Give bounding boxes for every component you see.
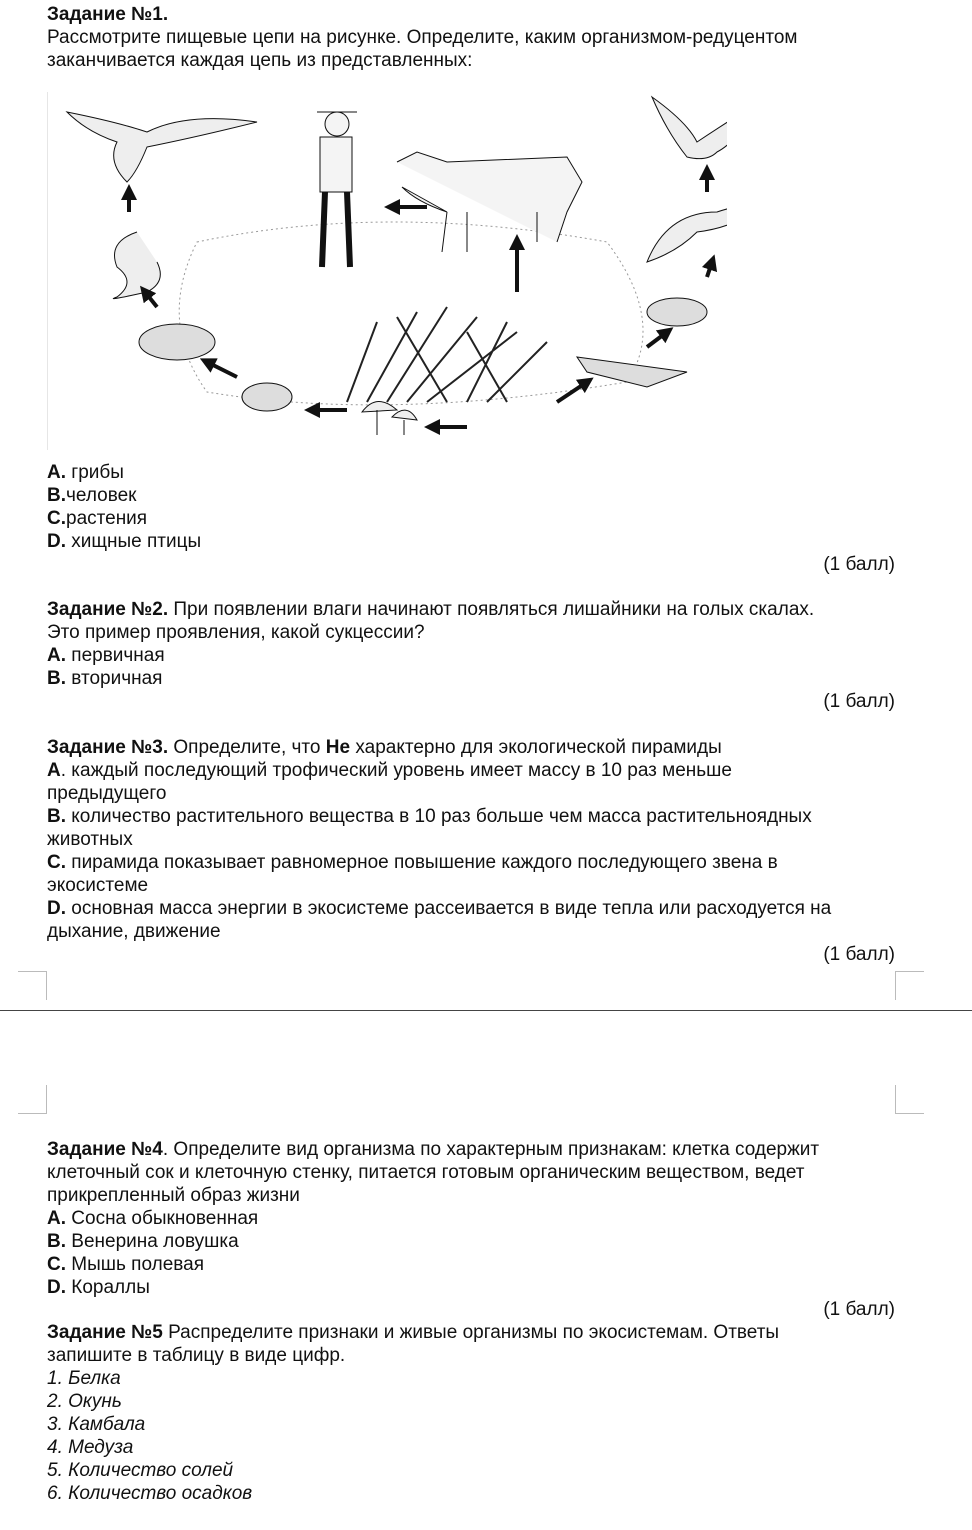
- margin-mark: [895, 1085, 924, 1114]
- option-a: A. грибы: [47, 462, 124, 483]
- page-break: [0, 1010, 972, 1011]
- grasshopper: [577, 357, 687, 387]
- option-a: A. Сосна обыкновенная: [47, 1208, 259, 1229]
- option-d: D. хищные птицы: [47, 531, 202, 552]
- score: (1 балл): [823, 944, 895, 965]
- option-b: B. количество растительного вещества в 10 раз больше чем масса растительноядных: [47, 806, 812, 827]
- task5: Задание №5 Распределите признаки и живые организмы по экосистемам. Ответы запишите в таблицу в виде цифр. 1. Белка 2. Окунь 3. Камбала 4. Медуза 5. Количество солей 6. Количество осадков: [47, 1321, 897, 1505]
- list-item: 2. Окунь: [47, 1391, 122, 1412]
- hawk-right: [652, 97, 727, 159]
- option-c: C.растения: [47, 508, 148, 529]
- task2: Задание №2. При появлении влаги начинают появляться лишайники на голых скалах. Это пример проявления, какой сукцессии? A. первичная B. вторичная: [47, 598, 897, 690]
- task1-title: Задание №1.: [47, 4, 169, 25]
- task4-text: прикрепленный образ жизни: [47, 1185, 300, 1206]
- option-c-cont: экосистеме: [47, 875, 149, 896]
- list-item: 4. Медуза: [47, 1437, 134, 1458]
- option-d-cont: дыхание, движение: [47, 921, 221, 942]
- arrows: [129, 172, 712, 427]
- option-b-cont: животных: [47, 829, 133, 850]
- task4: Задание №4. Определите вид организма по характерным признакам: клетка содержит клеточный сок и клеточную стенку, питается готовым органическим веществом, ведет прикрепленный образ жизни A. Сосна обыкновенная B. Венерина ловушка C. Мышь полевая D. Кораллы: [47, 1138, 897, 1299]
- frog: [139, 324, 215, 360]
- margin-mark: [18, 1085, 47, 1114]
- task4-text: клеточный сок и клеточную стенку, питается готовым органическим веществом, ведет: [47, 1162, 805, 1183]
- option-b: B. вторичная: [47, 668, 163, 689]
- list-item: 3. Камбала: [47, 1414, 146, 1435]
- mushrooms: [362, 401, 417, 435]
- hawk-left: [67, 112, 257, 182]
- cow: [397, 152, 582, 252]
- margin-mark: [18, 971, 47, 1000]
- option-d: D. основная масса энергии в экосистеме рассеивается в виде тепла или расходуется на: [47, 898, 832, 919]
- score: (1 балл): [823, 1299, 895, 1320]
- task5-title: Задание №5: [47, 1322, 163, 1343]
- task1-text: заканчивается каждая цепь из представленных:: [47, 50, 473, 71]
- option-d: D. Кораллы: [47, 1277, 150, 1298]
- task1-text: Рассмотрите пищевые цепи на рисунке. Определите, каким организмом-редуцентом: [47, 27, 798, 48]
- task5-text: запишите в таблицу в виде цифр.: [47, 1345, 346, 1366]
- task1: [47, 3, 897, 72]
- task4-title: Задание №4: [47, 1139, 163, 1160]
- beetle: [242, 383, 292, 411]
- list-item: 1. Белка: [47, 1368, 121, 1389]
- option-b: B.человек: [47, 485, 137, 506]
- task3-title: Задание №3.: [47, 737, 169, 758]
- option-a-cont: предыдущего: [47, 783, 167, 804]
- snake: [113, 232, 160, 299]
- option-a: A. первичная: [47, 645, 165, 666]
- mouse: [647, 298, 707, 326]
- task2-title: Задание №2.: [47, 599, 169, 620]
- task1-options: [47, 461, 897, 553]
- farmer: [317, 112, 357, 267]
- task2-text: Это пример проявления, какой сукцессии?: [47, 622, 425, 643]
- option-a: A. каждый последующий трофический уровень имеет массу в 10 раз меньше: [47, 760, 732, 781]
- option-c: C. пирамида показывает равномерное повышение каждого последующего звена в: [47, 852, 778, 873]
- grass-field: [179, 222, 643, 405]
- margin-mark: [895, 971, 924, 1000]
- food-chain-illustration: [47, 92, 727, 450]
- score: (1 балл): [823, 691, 895, 712]
- weasel: [647, 205, 727, 262]
- list-item: 5. Количество солей: [47, 1460, 234, 1481]
- option-b: B. Венерина ловушка: [47, 1231, 239, 1252]
- task3: Задание №3. Определите, что Не характерно для экологической пирамиды A. каждый последующий трофический уровень имеет массу в 10 раз меньше предыдущего B. количество растительного вещества в 10 раз больше чем масса растительноядных животных C. пирамида показывает равномерное повышение каждого последующего звена в экосистеме D. основная масса энергии в экосистеме рассеивается в виде тепла или расходуется на дыхание, движение: [47, 736, 897, 943]
- list-item: 6. Количество осадков: [47, 1483, 253, 1504]
- score: (1 балл): [823, 554, 895, 575]
- option-c: C. Мышь полевая: [47, 1254, 205, 1275]
